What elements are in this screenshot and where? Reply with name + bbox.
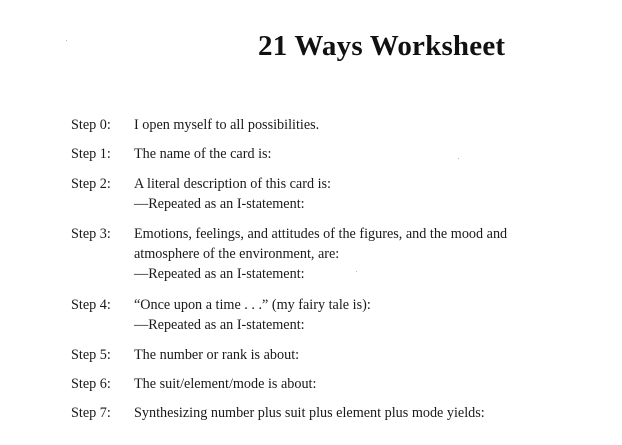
- step-text: [134, 115, 604, 135]
- step-label: Step 1:: [71, 146, 111, 162]
- step-label: Step 7:: [71, 405, 111, 421]
- step-line: “Once upon a time . . .” (my fairy tale is):: [134, 297, 371, 313]
- step-text: [134, 374, 604, 394]
- step-line: I open myself to all possibilities.: [134, 117, 320, 133]
- step-line: The name of the card is:: [134, 146, 272, 162]
- step-line: Emotions, feelings, and attitudes of the figures, and the mood and: [134, 226, 508, 242]
- step-text: [134, 403, 604, 423]
- scan-speck: [356, 271, 357, 272]
- step-line: —Repeated as an I-statement:: [134, 317, 305, 333]
- step-line: A literal description of this card is:: [134, 176, 332, 192]
- step-line: The suit/element/mode is about:: [134, 376, 317, 392]
- step-label: Step 5:: [71, 347, 111, 363]
- step-label: Step 3:: [71, 226, 111, 242]
- step-text: [134, 224, 604, 284]
- step-text: [134, 345, 604, 365]
- step-label: Step 6:: [71, 376, 111, 392]
- step-line: The number or rank is about:: [134, 347, 300, 363]
- step-line: —Repeated as an I-statement:: [134, 266, 305, 282]
- scan-speck: [66, 40, 67, 41]
- step-text: [134, 295, 604, 335]
- step-text: [134, 174, 604, 214]
- step-line: atmosphere of the environment, are:: [134, 246, 340, 262]
- step-line: Synthesizing number plus suit plus element plus mode yields:: [134, 405, 485, 421]
- scan-speck: [458, 158, 459, 159]
- step-line: —Repeated as an I-statement:: [134, 196, 305, 212]
- step-label: Step 4:: [71, 297, 111, 313]
- step-label: Step 2:: [71, 176, 111, 192]
- step-label: Step 0:: [71, 117, 111, 133]
- step-text: [134, 144, 604, 164]
- page-title: 21 Ways Worksheet: [258, 30, 506, 62]
